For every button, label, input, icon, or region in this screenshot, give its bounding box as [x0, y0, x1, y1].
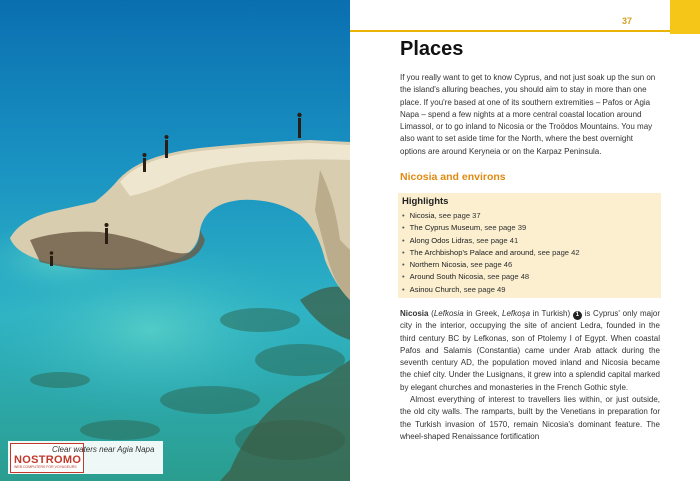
- text-run: is Cyprus' only major city in the interior, occupying the site of ancient Ledra, founded in the third century BC by Lefkonas, son of Ptolemy I of Egypt. When coastal Pafos and Salamis (Constantia) came under Arab attack during the seventh century AD, the population moved inland and Nicosia became the chief city. Under the Lusignans, it grew into a splendid capital marked by elegant churches and monasteries in the French Gothic style.: [400, 309, 661, 392]
- text-run: in Turkish): [530, 309, 573, 318]
- highlight-item: • Along Odos Lidras, see page 41: [402, 235, 519, 245]
- highlight-name: Northern Nicosia: [409, 260, 467, 270]
- photo-caption: [8, 441, 163, 474]
- highlight-ref: , see page 39: [480, 223, 527, 233]
- highlights-title: Highlights: [402, 196, 449, 207]
- highlight-name: The Archbishop's Palace and around: [409, 247, 534, 257]
- highlight-item: • Asinou Church, see page 49: [402, 284, 506, 294]
- text-run: in Greek,: [463, 309, 503, 318]
- body-text: [400, 308, 660, 443]
- highlight-ref: , see page 37: [434, 211, 481, 220]
- highlight-item: • Around South Nicosia, see page 48: [402, 272, 530, 282]
- highlight-ref: , see page 42: [533, 247, 580, 257]
- highlight-name: Along Odos Lidras: [409, 235, 473, 245]
- highlights-list: [402, 210, 580, 296]
- caption-text: Clear waters near Agia Napa: [52, 445, 155, 454]
- page-number: 37: [621, 16, 632, 26]
- highlight-ref: , see page 41: [472, 235, 519, 245]
- intro-paragraph: If you really want to get to know Cyprus, and not just soak up the sun on the island's alluring beaches, you should aim to stay in more than one place. If you're based at one of its southern extremities – Pafos or Agia Napa – spend a few nights at a more central coastal location around Limassol, or to go inland to Nicosia or the Troödos Mountains. You may also want to set aside time for the North, where the best overnight options are around Keryneia or on the Karpaz Peninsula.: [400, 73, 656, 156]
- highlight-name: Around South Nicosia: [409, 272, 484, 282]
- header-rule: [350, 30, 670, 32]
- highlight-item: • The Archbishop's Palace and around, see page 42: [402, 247, 580, 257]
- highlight-name: Asinou Church: [409, 284, 460, 294]
- highlight-ref: , see page 49: [459, 284, 506, 294]
- body-paragraph-2: Almost everything of interest to travellers lies within, or just outside, the old city walls. The ramparts, built by the Venetians in preparation for the Turkish invasion of 1570, remain Nicosia's dominant feature. The wheel-shaped Renaissance fortification: [400, 395, 660, 441]
- page-title: Places: [400, 38, 464, 60]
- highlight-name: Nicosia: [409, 211, 435, 220]
- highlight-name: The Cyprus Museum: [409, 223, 481, 233]
- text-run: (: [428, 309, 434, 318]
- highlight-ref: , see page 48: [483, 272, 530, 282]
- turkish-name: Lefkoşa: [502, 309, 531, 318]
- watermark-name: NOSTROMO: [14, 454, 82, 466]
- highlight-item: • The Cyprus Museum, see page 39: [402, 223, 527, 233]
- highlight-item: • Nicosia, see page 37: [402, 211, 481, 220]
- chapter-tab: [670, 0, 700, 34]
- highlights-box: [398, 193, 661, 298]
- highlight-ref: , see page 46: [466, 260, 513, 270]
- watermark-tagline: WEB COMPUTERS FOR VOYAGEURS: [14, 465, 77, 469]
- section-heading: Nicosia and environs: [400, 171, 506, 183]
- body-paragraph-1: [400, 308, 660, 394]
- highlight-item: • Northern Nicosia, see page 46: [402, 260, 513, 270]
- map-marker-icon: 1: [573, 311, 582, 320]
- place-name: Nicosia: [400, 309, 429, 318]
- page-header: [350, 0, 670, 30]
- greek-name: Lefkosia: [433, 309, 464, 318]
